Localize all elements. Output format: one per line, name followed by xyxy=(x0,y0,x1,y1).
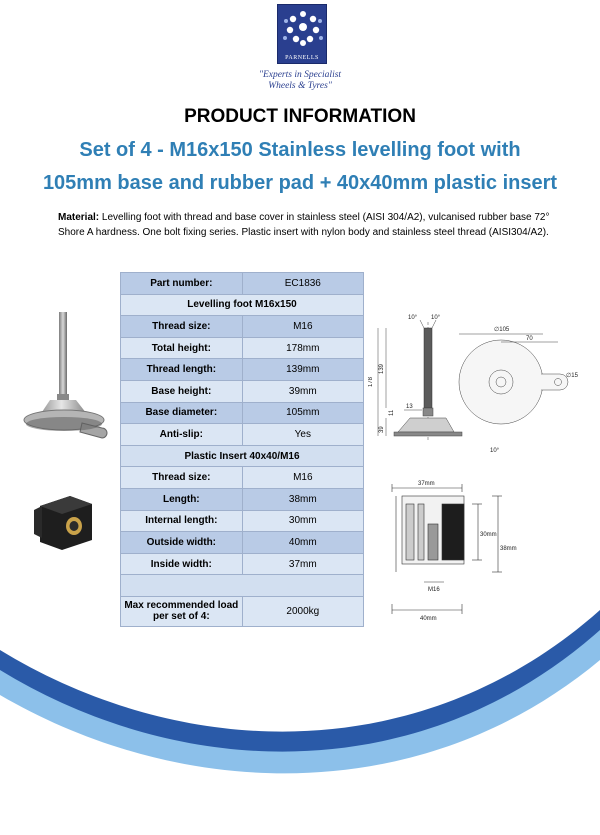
table-row: Plastic Insert 40x40/M16 xyxy=(121,445,364,467)
plastic-insert-image xyxy=(30,488,100,558)
hole-label: ∅15 xyxy=(566,373,578,379)
product-title-line2: 105mm base and rubber pad + 40x40mm plastic insert xyxy=(42,172,558,194)
table-row: Thread length: 139mm xyxy=(121,359,364,381)
bottom-width-label: 40mm xyxy=(420,616,437,622)
table-row: Base diameter: 105mm xyxy=(121,402,364,424)
bottom-angle-label: 10° xyxy=(490,448,500,454)
angle-label: 10° xyxy=(408,315,418,321)
logo-circles-icon xyxy=(278,5,328,53)
table-row xyxy=(121,575,364,597)
total-height-label: 178 xyxy=(368,376,374,387)
table-row: Thread size: M16 xyxy=(121,316,364,338)
table-row: Base height: 39mm xyxy=(121,380,364,402)
foot-technical-drawing xyxy=(368,312,588,457)
parnells-logo xyxy=(277,4,327,64)
table-row: Thread size: M16 xyxy=(121,467,364,489)
outer-length-label: 38mm xyxy=(500,546,517,552)
diameter-label: ∅105 xyxy=(494,327,510,333)
thread-length-label: 139 xyxy=(379,363,385,374)
product-title-line1: Set of 4 - M16x150 Stainless levelling foot with xyxy=(79,139,521,161)
angle-label: 10° xyxy=(431,315,441,321)
base-height-label: 39 xyxy=(379,426,385,433)
table-row: Max recommended load per set of 4: 2000kg xyxy=(121,596,364,626)
logo-brand: PARNELLS xyxy=(285,55,319,61)
table-row: Length: 38mm xyxy=(121,488,364,510)
table-row: Outside width: 40mm xyxy=(121,532,364,554)
table-row: Total height: 178mm xyxy=(121,337,364,359)
page-heading: PRODUCT INFORMATION xyxy=(184,106,416,127)
material-description: Material: Levelling foot with thread and base cover in stainless steel (AISI 304/A2), vulcanised rubber base 72° Shore A hardness. One bolt fixing series. Plastic insert with nylon body and stainless steel thread (AISI304/A2). xyxy=(58,212,550,238)
table-row: Internal length: 30mm xyxy=(121,510,364,532)
spec-table xyxy=(120,272,364,627)
base-small-label: 11 xyxy=(389,409,395,416)
top-width-label: 37mm xyxy=(418,481,435,487)
table-row: Part number: EC1836 xyxy=(121,273,364,295)
logo-tagline: "Experts in Specialist Wheels & Tyres" xyxy=(258,70,342,91)
table-row: Anti-slip: Yes xyxy=(121,424,364,446)
thread-label: M16 xyxy=(428,587,440,593)
footer-wave xyxy=(0,600,600,835)
table-row: Inside width: 37mm xyxy=(121,553,364,575)
inner-length-label: 30mm xyxy=(480,532,497,538)
levelling-foot-image xyxy=(20,310,110,450)
table-row: Levelling foot M16x150 xyxy=(121,294,364,316)
nut-label: 13 xyxy=(406,404,413,410)
radius-label: 70 xyxy=(526,336,533,342)
